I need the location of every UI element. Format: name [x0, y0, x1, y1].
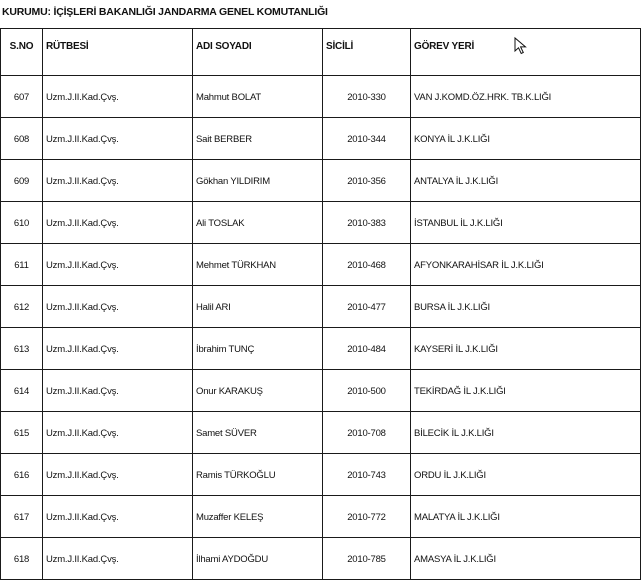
cell-sno: 615 — [1, 412, 43, 454]
cell-rutbe: Uzm.J.II.Kad.Çvş. — [43, 118, 193, 160]
table-row — [1, 454, 641, 496]
table-row — [1, 538, 641, 580]
cell-ad-soyadi: Gökhan YILDIRIM — [193, 160, 323, 202]
cell-ad-soyadi: İlhami AYDOĞDU — [193, 538, 323, 580]
table-row — [1, 244, 641, 286]
cell-sno: 618 — [1, 538, 43, 580]
cell-sno: 616 — [1, 454, 43, 496]
cell-sicili: 2010-500 — [323, 370, 411, 412]
cell-gorev-yeri: AMASYA İL J.K.LIĞI — [411, 538, 641, 580]
cell-rutbe: Uzm.J.II.Kad.Çvş. — [43, 244, 193, 286]
cell-sno: 617 — [1, 496, 43, 538]
header-sno: S.NO — [1, 29, 43, 76]
cell-sno: 611 — [1, 244, 43, 286]
cell-sicili: 2010-468 — [323, 244, 411, 286]
cell-sicili: 2010-484 — [323, 328, 411, 370]
table-row — [1, 370, 641, 412]
table-row — [1, 412, 641, 454]
cell-ad-soyadi: Ali TOSLAK — [193, 202, 323, 244]
cell-rutbe: Uzm.J.II.Kad.Çvş. — [43, 76, 193, 118]
table-row — [1, 286, 641, 328]
cell-rutbe: Uzm.J.II.Kad.Çvş. — [43, 286, 193, 328]
cell-rutbe: Uzm.J.II.Kad.Çvş. — [43, 328, 193, 370]
cell-ad-soyadi: Mahmut BOLAT — [193, 76, 323, 118]
cell-sicili: 2010-356 — [323, 160, 411, 202]
table-row — [1, 202, 641, 244]
table-row — [1, 76, 641, 118]
table-header-row — [1, 29, 641, 76]
header-ad-soyadi: ADI SOYADI — [193, 29, 323, 76]
cell-ad-soyadi: Samet SÜVER — [193, 412, 323, 454]
cell-gorev-yeri: MALATYA İL J.K.LIĞI — [411, 496, 641, 538]
table-row — [1, 160, 641, 202]
cell-gorev-yeri: ORDU İL J.K.LIĞI — [411, 454, 641, 496]
table-row — [1, 118, 641, 160]
cell-gorev-yeri: TEKİRDAĞ İL J.K.LIĞI — [411, 370, 641, 412]
cell-sicili: 2010-383 — [323, 202, 411, 244]
cell-ad-soyadi: Muzaffer KELEŞ — [193, 496, 323, 538]
cell-sicili: 2010-772 — [323, 496, 411, 538]
cell-sicili: 2010-477 — [323, 286, 411, 328]
cell-rutbe: Uzm.J.II.Kad.Çvş. — [43, 496, 193, 538]
cell-sicili: 2010-785 — [323, 538, 411, 580]
mouse-pointer-icon — [514, 37, 528, 55]
cell-sno: 614 — [1, 370, 43, 412]
cell-gorev-yeri: VAN J.KOMD.ÖZ.HRK. TB.K.LIĞI — [411, 76, 641, 118]
cell-sicili: 2010-330 — [323, 76, 411, 118]
table-row — [1, 496, 641, 538]
cell-sno: 607 — [1, 76, 43, 118]
cell-ad-soyadi: Onur KARAKUŞ — [193, 370, 323, 412]
cell-ad-soyadi: Halil ARI — [193, 286, 323, 328]
cell-rutbe: Uzm.J.II.Kad.Çvş. — [43, 202, 193, 244]
cell-sicili: 2010-708 — [323, 412, 411, 454]
table-body — [1, 76, 641, 580]
cell-rutbe: Uzm.J.II.Kad.Çvş. — [43, 160, 193, 202]
cell-gorev-yeri: ANTALYA İL J.K.LIĞI — [411, 160, 641, 202]
header-rutbe: RÜTBESİ — [43, 29, 193, 76]
cell-gorev-yeri: KAYSERİ İL J.K.LIĞI — [411, 328, 641, 370]
personnel-table — [0, 28, 641, 580]
cell-gorev-yeri: KONYA İL J.K.LIĞI — [411, 118, 641, 160]
cell-ad-soyadi: Ramis TÜRKOĞLU — [193, 454, 323, 496]
cell-sno: 608 — [1, 118, 43, 160]
cell-sno: 613 — [1, 328, 43, 370]
cell-gorev-yeri: AFYONKARAHİSAR İL J.K.LIĞI — [411, 244, 641, 286]
cell-ad-soyadi: İbrahim TUNÇ — [193, 328, 323, 370]
institution-heading: KURUMU: İÇİŞLERİ BAKANLIĞI JANDARMA GENEL KOMUTANLIĞI — [2, 6, 328, 18]
header-gorev-yeri: GÖREV YERİ — [411, 29, 641, 76]
cell-gorev-yeri: İSTANBUL İL J.K.LIĞI — [411, 202, 641, 244]
cell-sno: 609 — [1, 160, 43, 202]
cell-sicili: 2010-743 — [323, 454, 411, 496]
cell-ad-soyadi: Sait BERBER — [193, 118, 323, 160]
cell-sno: 610 — [1, 202, 43, 244]
table-row — [1, 328, 641, 370]
cell-rutbe: Uzm.J.II.Kad.Çvş. — [43, 454, 193, 496]
cell-rutbe: Uzm.J.II.Kad.Çvş. — [43, 412, 193, 454]
cell-sicili: 2010-344 — [323, 118, 411, 160]
cell-gorev-yeri: BİLECİK İL J.K.LIĞI — [411, 412, 641, 454]
cell-rutbe: Uzm.J.II.Kad.Çvş. — [43, 370, 193, 412]
cell-sno: 612 — [1, 286, 43, 328]
cell-gorev-yeri: BURSA İL J.K.LIĞI — [411, 286, 641, 328]
cell-ad-soyadi: Mehmet TÜRKHAN — [193, 244, 323, 286]
header-sicili: SİCİLİ — [323, 29, 411, 76]
cell-rutbe: Uzm.J.II.Kad.Çvş. — [43, 538, 193, 580]
